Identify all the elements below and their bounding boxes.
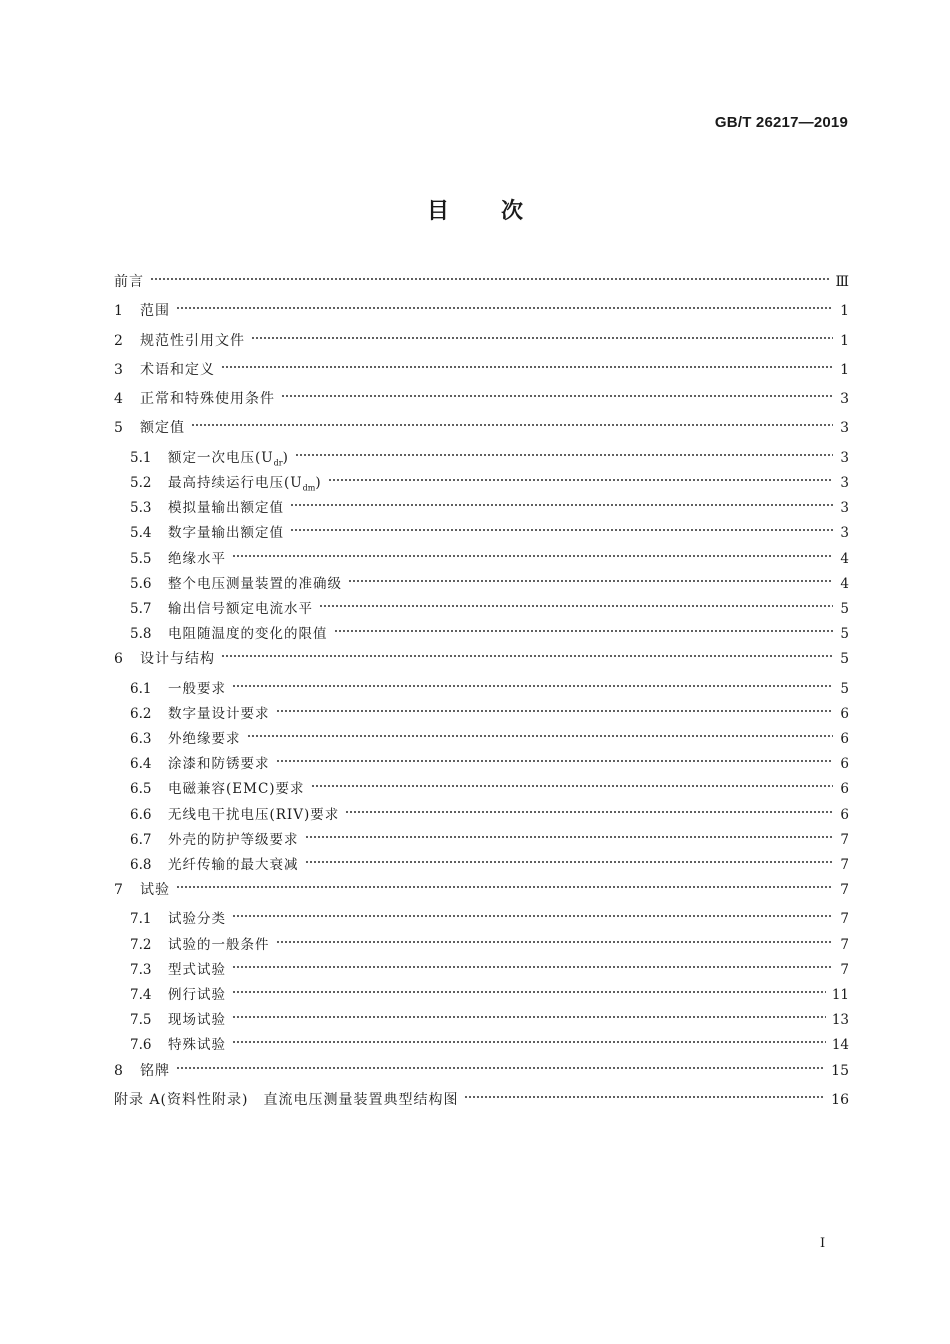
toc-leader-dots <box>276 939 834 945</box>
toc-entry-page: 1 <box>840 303 849 320</box>
toc-entry-label: 正常和特殊使用条件 <box>140 391 275 408</box>
toc-entry[interactable] <box>114 679 849 704</box>
toc-entry[interactable] <box>114 1010 849 1035</box>
toc-entry-number: 6.8 <box>130 856 152 873</box>
toc-entry-page: 7 <box>840 911 849 928</box>
toc-entry-number: 7.4 <box>130 986 152 1003</box>
toc-entry-page: 5 <box>840 680 849 697</box>
toc-leader-dots <box>464 1094 825 1100</box>
toc-entry-page: 3 <box>840 525 849 542</box>
toc-leader-dots <box>276 758 834 764</box>
toc-leader-dots <box>191 422 833 428</box>
toc-leader-dots <box>281 393 833 399</box>
title-char-right: 次 <box>501 199 524 224</box>
toc-entry-number: 7 <box>114 882 123 899</box>
toc-entry-number: 5.7 <box>130 600 152 617</box>
toc-leader-dots <box>247 733 834 739</box>
toc-entry-number: 3 <box>114 361 123 378</box>
toc-entry-number: 5.4 <box>130 525 152 542</box>
toc-entry-label: 试验的一般条件 <box>168 936 270 953</box>
toc-entry-label: 例行试验 <box>168 986 226 1003</box>
toc-entry-page: 7 <box>840 882 849 899</box>
toc-entry[interactable] <box>114 909 849 934</box>
toc-entry-number: 2 <box>114 332 123 349</box>
toc-entry-label: 数字量输出额定值 <box>168 525 284 542</box>
toc-entry-page: Ⅲ <box>835 274 849 290</box>
toc-entry-page: 14 <box>831 1037 849 1054</box>
toc-entry-label: 绝缘水平 <box>168 550 226 567</box>
toc-entry-label: 一般要求 <box>168 680 226 697</box>
toc-entry-label: 附录 A(资料性附录) 直流电压测量装置典型结构图 <box>114 1091 459 1108</box>
toc-entry[interactable] <box>114 1090 849 1119</box>
toc-leader-dots <box>295 452 833 458</box>
toc-entry-page: 3 <box>840 391 849 408</box>
toc-leader-dots <box>176 305 833 311</box>
toc-entry-page: 6 <box>840 756 849 773</box>
toc-entry-label: 试验 <box>140 882 170 899</box>
toc-entry[interactable] <box>114 729 849 754</box>
toc-entry[interactable] <box>114 523 849 548</box>
toc-leader-dots <box>348 578 833 584</box>
toc-entry-page: 13 <box>831 1012 849 1029</box>
toc-entry-page: 7 <box>840 831 849 848</box>
toc-entry-label: 整个电压测量装置的准确级 <box>168 575 342 592</box>
toc-entry-page: 4 <box>840 550 849 567</box>
toc-entry-label: 特殊试验 <box>168 1037 226 1054</box>
toc-entry-label: 规范性引用文件 <box>140 332 245 349</box>
toc-entry-number: 7.2 <box>130 936 152 953</box>
toc-entry-number: 6.3 <box>130 730 152 747</box>
toc-entry-page: 6 <box>840 806 849 823</box>
toc-entry-subscript: dm <box>302 483 316 493</box>
toc-entry-number: 5.2 <box>130 474 152 491</box>
toc-entry[interactable] <box>114 301 849 330</box>
toc-entry-label: 模拟量输出额定值 <box>168 500 284 517</box>
toc-entry[interactable] <box>114 935 849 960</box>
toc-entry-label: 电阻随温度的变化的限值 <box>168 626 328 643</box>
toc-entry-label: 涂漆和防锈要求 <box>168 756 270 773</box>
toc-entry-page: 11 <box>831 986 849 1003</box>
toc-entry-page: 7 <box>840 936 849 953</box>
toc-entry[interactable] <box>114 574 849 599</box>
toc-entry[interactable] <box>114 985 849 1010</box>
toc-entry[interactable] <box>114 418 849 447</box>
toc-leader-dots <box>176 884 833 890</box>
toc-leader-dots <box>150 276 829 282</box>
toc-entry[interactable] <box>114 549 849 574</box>
toc-entry-page: 5 <box>840 600 849 617</box>
toc-leader-dots <box>221 653 833 659</box>
toc-entry-number: 5 <box>114 420 123 437</box>
toc-entry-label: 最高持续运行电压$(U_{dm})$ <box>168 474 322 493</box>
toc-leader-dots <box>305 859 834 865</box>
toc-entry-label: 光纤传输的最大衰减 <box>168 856 299 873</box>
toc-entry[interactable] <box>114 473 849 498</box>
toc-entry-label: 铭牌 <box>140 1062 170 1079</box>
toc-entry-number: 5.1 <box>130 449 152 466</box>
toc-leader-dots <box>290 502 833 508</box>
toc-entry-page: 15 <box>831 1062 849 1079</box>
toc-entry-number: 5.6 <box>130 575 152 592</box>
toc-entry-label: 外壳的防护等级要求 <box>168 831 299 848</box>
toc-leader-dots <box>232 553 833 559</box>
page-title <box>0 194 950 225</box>
toc-entry-page: 6 <box>840 781 849 798</box>
toc-entry-label: 术语和定义 <box>140 361 215 378</box>
toc-leader-dots <box>328 477 833 483</box>
toc-entry-number: 6.4 <box>130 756 152 773</box>
toc-entry-label: 额定值 <box>140 420 185 437</box>
toc-entry[interactable] <box>114 754 849 779</box>
toc-entry[interactable] <box>114 960 849 985</box>
toc-entry[interactable] <box>114 448 849 473</box>
toc-entry-label: 范围 <box>140 303 170 320</box>
toc-entry-number: 7.6 <box>130 1037 152 1054</box>
toc-entry[interactable] <box>114 649 849 678</box>
toc-entry-number: 1 <box>114 303 123 320</box>
toc-leader-dots <box>311 783 833 789</box>
toc-leader-dots <box>319 603 833 609</box>
toc-entry-page: 7 <box>840 856 849 873</box>
standard-code: GB/T 26217—2019 <box>714 114 848 131</box>
toc-entry-label: 数字量设计要求 <box>168 705 270 722</box>
toc-leader-dots <box>334 628 834 634</box>
toc-leader-dots <box>232 683 833 689</box>
toc-entry[interactable] <box>114 599 849 624</box>
toc-entry[interactable] <box>114 779 849 804</box>
toc-entry[interactable] <box>114 855 849 880</box>
toc-entry-number: 5.8 <box>130 626 152 643</box>
toc-entry-number: 7.1 <box>130 911 152 928</box>
toc-entry[interactable] <box>114 1061 849 1090</box>
toc-entry-label: 无线电干扰电压(RIV)要求 <box>168 806 340 823</box>
toc-leader-dots <box>276 708 834 714</box>
toc-entry-label: 电磁兼容(EMC)要求 <box>168 781 305 798</box>
toc-entry-number: 5.5 <box>130 550 152 567</box>
toc-entry-page: 6 <box>840 705 849 722</box>
toc-entry-page: 3 <box>840 474 849 491</box>
toc-entry[interactable] <box>114 704 849 729</box>
title-char-left: 目 <box>426 199 449 224</box>
toc-leader-dots <box>232 964 833 970</box>
toc-entry[interactable] <box>114 331 849 360</box>
toc-entry-number: 6.1 <box>130 680 152 697</box>
toc-entry-page: 6 <box>840 730 849 747</box>
toc-entry-number: 5.3 <box>130 500 152 517</box>
toc-entry-page: 3 <box>840 420 849 437</box>
toc-entry-number: 6 <box>114 651 123 668</box>
toc-entry-subscript: dr <box>273 458 283 468</box>
toc-entry[interactable] <box>114 498 849 523</box>
toc-entry-page: 1 <box>840 361 849 378</box>
table-of-contents <box>114 272 849 1119</box>
toc-entry-number: 6.2 <box>130 705 152 722</box>
toc-entry[interactable] <box>114 389 849 418</box>
toc-leader-dots <box>290 527 833 533</box>
toc-entry-page: 3 <box>840 449 849 466</box>
toc-entry-number: 8 <box>114 1062 123 1079</box>
toc-entry-label: 现场试验 <box>168 1012 226 1029</box>
toc-entry-number: 7.3 <box>130 961 152 978</box>
toc-entry-number: 6.6 <box>130 806 152 823</box>
toc-entry-page: 5 <box>840 626 849 643</box>
toc-entry-page: 7 <box>840 961 849 978</box>
toc-leader-dots <box>232 913 833 919</box>
toc-entry-label: 额定一次电压$(U_{dr})$ <box>168 449 289 468</box>
toc-entry[interactable] <box>114 1035 849 1060</box>
toc-entry-page: 16 <box>831 1091 849 1108</box>
toc-entry-number: 4 <box>114 391 123 408</box>
toc-entry-page: 5 <box>840 651 849 668</box>
toc-leader-dots <box>232 1014 826 1020</box>
toc-entry-page: 4 <box>840 575 849 592</box>
toc-entry-number: 6.7 <box>130 831 152 848</box>
toc-leader-dots <box>176 1065 825 1071</box>
page-number: Ⅰ <box>820 1236 826 1251</box>
toc-entry-page: 3 <box>840 500 849 517</box>
toc-entry-label: 前言 <box>114 274 144 290</box>
toc-leader-dots <box>305 834 834 840</box>
toc-entry-number: 6.5 <box>130 781 152 798</box>
toc-leader-dots <box>221 364 833 370</box>
toc-entry-label: 设计与结构 <box>140 651 215 668</box>
toc-entry-label: 型式试验 <box>168 961 226 978</box>
toc-leader-dots <box>232 1039 826 1045</box>
toc-entry-number: 7.5 <box>130 1012 152 1029</box>
toc-entry[interactable] <box>114 880 849 909</box>
toc-entry-page: 1 <box>840 332 849 349</box>
toc-entry[interactable] <box>114 624 849 649</box>
toc-entry[interactable] <box>114 272 849 301</box>
toc-leader-dots <box>251 335 833 341</box>
toc-entry-label: 外绝缘要求 <box>168 730 241 747</box>
toc-leader-dots <box>345 809 833 815</box>
toc-entry[interactable] <box>114 830 849 855</box>
toc-entry[interactable] <box>114 805 849 830</box>
toc-entry[interactable] <box>114 360 849 389</box>
toc-entry-label: 试验分类 <box>168 911 226 928</box>
toc-leader-dots <box>232 989 826 995</box>
toc-entry-label: 输出信号额定电流水平 <box>168 600 313 617</box>
